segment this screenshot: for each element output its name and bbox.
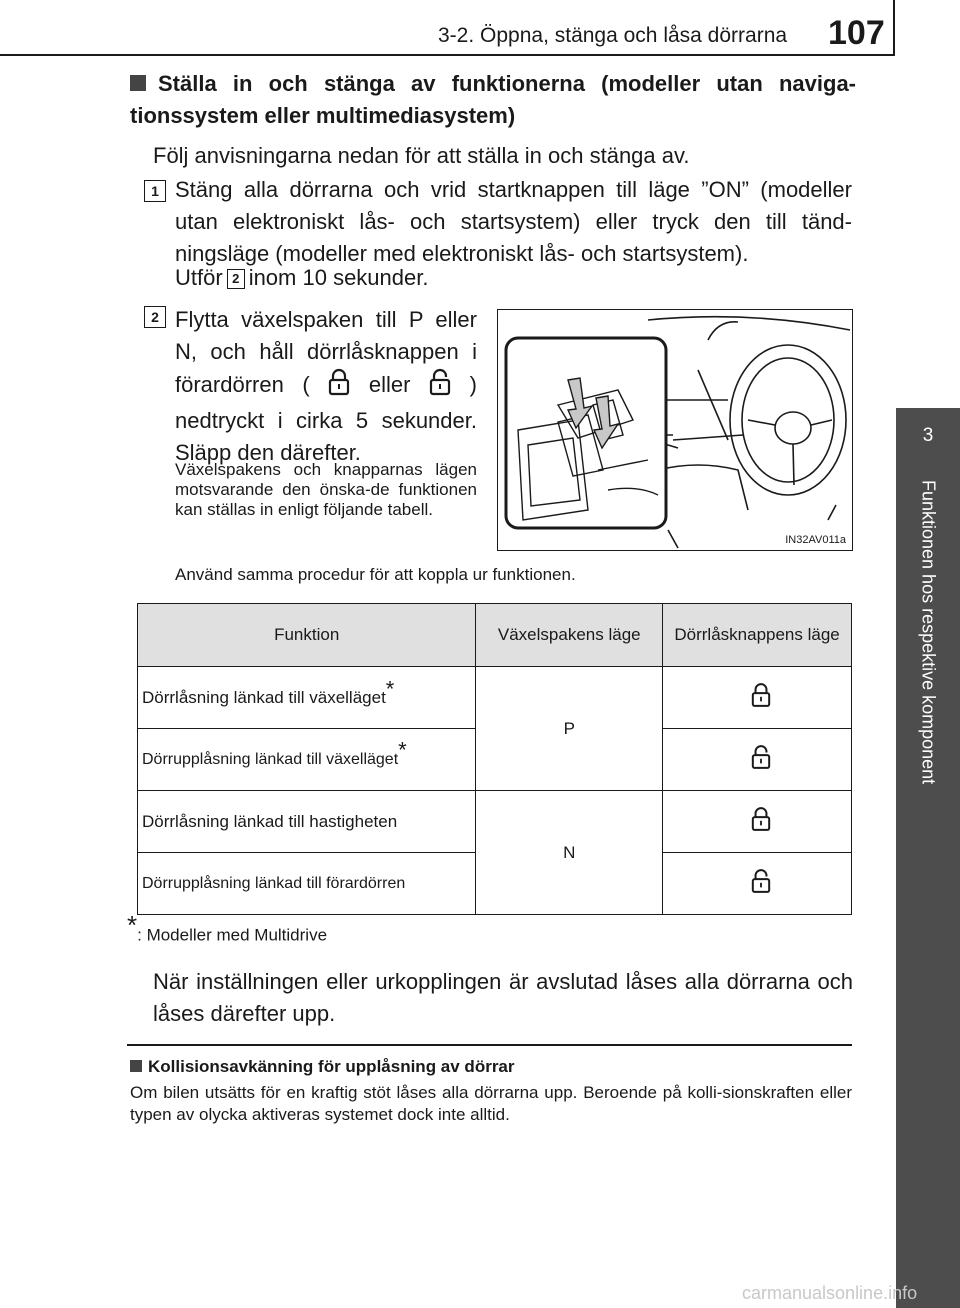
lock-icon: [751, 693, 771, 712]
header-rule: [0, 54, 893, 56]
section-heading-text: Ställa in och stänga av funktionerna (modeller utan naviga-tionssystem eller multimediasystem): [130, 71, 856, 128]
table-cell-lock: [663, 729, 852, 791]
table-cell-shift-p: P: [476, 667, 663, 791]
table-cell-lock: [663, 853, 852, 915]
footnote-star: *: [398, 737, 407, 763]
step2-eller: eller: [368, 372, 411, 397]
step2-part2: ) nedtryckt i cirka 5 sekunder. Släpp den därefter.: [175, 372, 477, 465]
step1-utfor: Utför: [175, 265, 223, 290]
illustration-drawing: [498, 310, 852, 550]
table-cell-function: Dörrlåsning länkad till hastigheten: [138, 791, 476, 853]
table-cell-lock: [663, 667, 852, 729]
door-lock-switch-illustration: [497, 309, 853, 551]
function-text: Dörrupplåsning länkad till växelläget: [142, 750, 399, 768]
footnote-star: *: [385, 675, 395, 701]
chapter-label-wrap: [896, 480, 960, 840]
header-divider: [893, 0, 895, 56]
step1-instruction: [175, 262, 428, 294]
step2-disable-note: Använd samma procedur för att koppla ur funktionen.: [175, 565, 576, 584]
step-number-1: 1: [144, 180, 166, 202]
table-cell-function: [138, 729, 476, 791]
section-heading: [130, 68, 856, 132]
closing-text: När inställningen eller urkopplingen är avslutad låses alla dörrarna och låses därefter upp.: [153, 969, 853, 1026]
table-cell-function: Dörrupplåsning länkad till förardörren: [138, 853, 476, 915]
table-header-button: Dörrlåsknappens läge: [663, 604, 852, 667]
unlock-icon: [751, 879, 771, 898]
table-cell-function: [138, 667, 476, 729]
table-header-function: Funktion: [138, 604, 476, 667]
table-row: [138, 667, 852, 729]
footnote-text: : Modeller med Multidrive: [137, 925, 328, 945]
table-header-row: [138, 604, 852, 667]
section-title: 3-2. Öppna, stänga och låsa dörrarna: [438, 24, 788, 47]
table-row: [138, 791, 852, 853]
heading-bullet: [130, 75, 146, 91]
footnote: [127, 910, 328, 946]
subsection-heading-text: Kollisionsavkänning för upplåsning av dörrar: [148, 1057, 515, 1076]
unlock-icon: [751, 755, 771, 774]
unlock-icon: [429, 368, 451, 405]
step2-text: [175, 304, 477, 469]
table-cell-lock: [663, 791, 852, 853]
lock-icon: [328, 368, 350, 405]
lock-icon: [751, 817, 771, 836]
footnote-star: *: [127, 910, 138, 940]
step-number-2: 2: [144, 306, 166, 328]
page-number: 107: [828, 14, 885, 52]
function-text: Dörrlåsning länkad till växelläget: [142, 687, 386, 707]
step1-text: Stäng alla dörrarna och vrid startknappen till läge ”ON” (modeller utan elektroniskt lås- och startsystem) eller tryck den till tänd-ningsläge (modeller med elektroniskt lås- och startsystem).: [175, 177, 852, 266]
subsection-heading: [130, 1057, 515, 1077]
settings-table: [137, 603, 852, 915]
step2-note: Växelspakens och knapparnas lägen motsvarande den önska-de funktionen kan ställas in enligt följande tabell.: [175, 460, 477, 519]
step1-tail: inom 10 sekunder.: [248, 265, 429, 290]
intro-text: Följ anvisningarna nedan för att ställa in och stänga av.: [153, 143, 690, 168]
heading-bullet: [130, 1060, 142, 1072]
chapter-number: 3: [922, 425, 934, 446]
section-divider: [127, 1044, 852, 1046]
figure-code: IN32AV011a: [785, 534, 846, 546]
subsection-body: Om bilen utsätts för en kraftig stöt låses alla dörrarna upp. Beroende på kolli-sionskraften eller typen av olycka aktiveras systemet dock inte alltid.: [130, 1083, 852, 1124]
chapter-label: Funktionen hos respektive komponent: [918, 480, 939, 785]
watermark: carmanualsonline.info: [742, 1283, 918, 1303]
table-header-shift: Växelspakens läge: [476, 604, 663, 667]
step2-part1: Flytta växelspaken till P eller N, och håll dörrlåsknappen i förardörren (: [175, 307, 477, 397]
step-ref-2: 2: [227, 269, 245, 289]
table-cell-shift-n: N: [476, 791, 663, 915]
